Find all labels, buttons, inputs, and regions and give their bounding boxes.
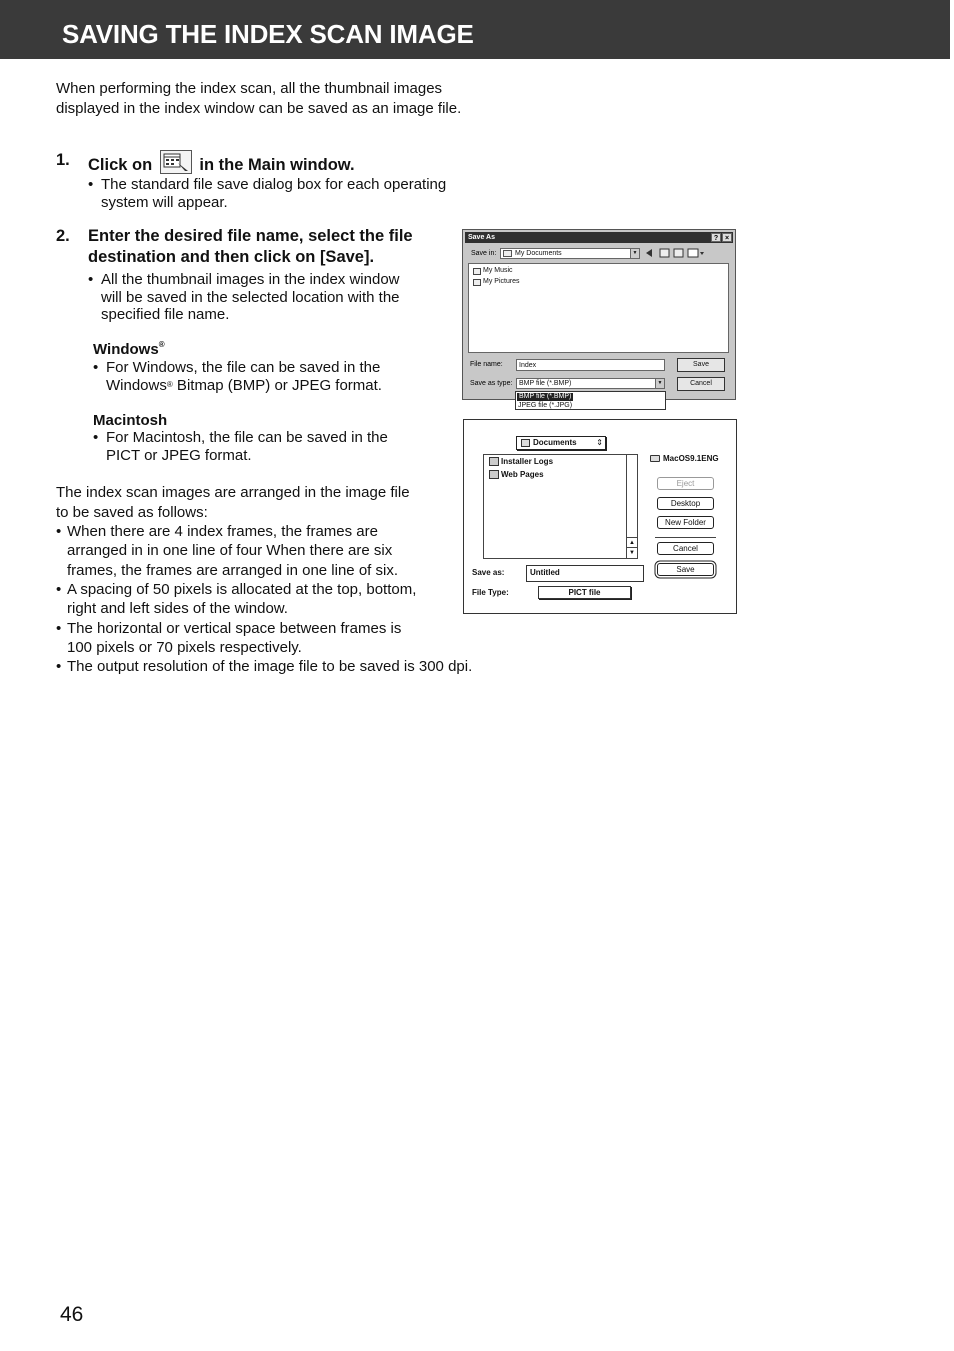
intro-text (56, 79, 516, 118)
scrollbar[interactable] (626, 455, 637, 558)
list-item[interactable] (489, 457, 553, 466)
folder-icon (489, 457, 499, 466)
toolbar-icons (644, 247, 706, 259)
chevron-down-icon: ▼ (655, 379, 664, 388)
file-name-label: File name: (470, 361, 503, 368)
save-type-value: BMP file (*.BMP) (519, 380, 572, 387)
step-number: 1. (56, 151, 70, 169)
bullet-line: For Windows, the file can be saved in the (106, 359, 381, 376)
arrangement-line: The index scan images are arranged in the image file (56, 484, 410, 501)
save-in-select[interactable] (500, 248, 640, 259)
bullet-line: PICT or JPEG format. (106, 446, 252, 464)
step-text: destination and then click on [Save]. (88, 248, 375, 266)
list-item-label: My Music (483, 267, 513, 274)
list-item-label: Installer Logs (501, 457, 554, 466)
bullet-line: For Macintosh, the file can be saved in the (106, 429, 388, 446)
windows-heading (93, 341, 165, 358)
disk-icon (650, 455, 660, 462)
cancel-button[interactable]: Cancel (677, 377, 725, 391)
bullet-line: frames, the frames are arranged in one line of six. (67, 561, 398, 579)
bullet-line: The horizontal or vertical space between frames is (67, 620, 402, 637)
folder-icon (489, 470, 499, 479)
dialog-title-bar (465, 232, 733, 243)
header-bar (0, 0, 950, 59)
close-button[interactable]: × (722, 233, 732, 242)
mac-file-list[interactable] (483, 454, 638, 559)
desktop-button[interactable]: Desktop (657, 497, 714, 510)
save-type-dropdown[interactable] (515, 391, 666, 410)
new-folder-icon (674, 249, 683, 257)
scroll-up-icon[interactable]: ▲ (627, 537, 637, 547)
step-text: Click on (88, 156, 153, 174)
step-text: Enter the desired file name, select the file (88, 227, 413, 245)
bullet-line: All the thumbnail images in the index window (101, 271, 400, 288)
dropdown-option-bmp[interactable]: BMP file (*.BMP) (519, 393, 572, 400)
save-type-label: Save as type: (470, 380, 513, 387)
step-2 (56, 226, 456, 268)
dropdown-option-jpeg[interactable]: JPEG file (*.JPG) (518, 402, 573, 409)
help-button[interactable]: ? (711, 233, 721, 242)
intro-line: displayed in the index window can be saved as an image file. (56, 99, 462, 117)
eject-button[interactable]: Eject (657, 477, 714, 490)
bullet-line: The standard file save dialog box for each operating (101, 176, 447, 193)
save-index-icon (160, 150, 192, 174)
list-item-label: My Pictures (483, 278, 520, 285)
new-folder-button[interactable]: New Folder (657, 516, 714, 529)
save-in-value: My Documents (515, 250, 562, 257)
intro-line: When performing the index scan, all the thumbnail images (56, 80, 443, 97)
arrangement-line: to be saved as follows: (56, 503, 208, 521)
folder-popup[interactable] (516, 436, 606, 450)
macintosh-heading: Macintosh (93, 412, 168, 429)
step-1 (56, 150, 456, 174)
arrangement-intro (56, 483, 476, 522)
bullet-line: right and left sides of the window. (67, 600, 288, 618)
list-item-label: Web Pages (501, 470, 544, 479)
up-folder-icon (660, 249, 669, 257)
save-as-label: Save as: (472, 568, 505, 577)
folder-icon (503, 250, 512, 257)
folder-icon (473, 279, 481, 286)
cancel-button[interactable]: Cancel (657, 542, 714, 555)
bullet-line: 100 pixels or 70 pixels respectively. (67, 639, 302, 657)
save-button[interactable]: Save (677, 358, 725, 372)
divider (655, 537, 716, 538)
bullet-line: When there are 4 index frames, the frames are (67, 523, 378, 540)
registered-mark: ® (166, 379, 173, 389)
save-in-label: Save in: (471, 250, 497, 257)
disk-name: MacOS9.1ENG (663, 454, 719, 463)
step-text: in the Main window. (199, 156, 355, 174)
list-item[interactable] (473, 267, 513, 274)
back-icon (646, 249, 652, 257)
bullet-line: A spacing of 50 pixels is allocated at the top, bottom, (67, 581, 417, 598)
folder-icon (521, 439, 530, 447)
windows-heading-text: Windows (93, 341, 159, 358)
bullet-line: arranged in in one line of four When there are six (67, 542, 393, 560)
save-type-select[interactable] (516, 378, 665, 389)
folder-icon (473, 268, 481, 275)
dialog-title: Save As (468, 234, 495, 241)
bullet-line: specified file name. (101, 306, 230, 324)
list-item[interactable] (489, 470, 544, 479)
file-list[interactable] (468, 263, 729, 353)
bullet-line: will be saved in the selected location with the (101, 288, 400, 306)
view-menu-icon (688, 249, 698, 257)
up-down-arrows-icon: ⇕ (596, 438, 603, 447)
page-number: 46 (60, 1303, 84, 1326)
folder-popup-label: Documents (533, 438, 577, 447)
bullet-line: system will appear. (101, 193, 228, 211)
bullet-text: Bitmap (BMP) or JPEG format. (172, 376, 382, 394)
bullet-text: Windows (106, 376, 167, 394)
file-type-popup[interactable]: PICT file (538, 586, 631, 599)
file-type-label: File Type: (472, 588, 509, 597)
step-number: 2. (56, 227, 70, 245)
bullet-line (106, 377, 382, 395)
file-name-input[interactable]: Index (516, 359, 665, 371)
registered-mark: ® (158, 340, 165, 349)
list-item[interactable] (473, 278, 520, 285)
save-button[interactable]: Save (657, 563, 714, 576)
chevron-down-icon: ▼ (630, 249, 639, 258)
save-as-input[interactable]: Untitled (526, 565, 644, 582)
scroll-down-icon[interactable]: ▼ (627, 547, 637, 557)
bullet-line: The output resolution of the image file to be saved is 300 dpi. (67, 658, 473, 675)
page-title: SAVING THE INDEX SCAN IMAGE (62, 19, 474, 49)
